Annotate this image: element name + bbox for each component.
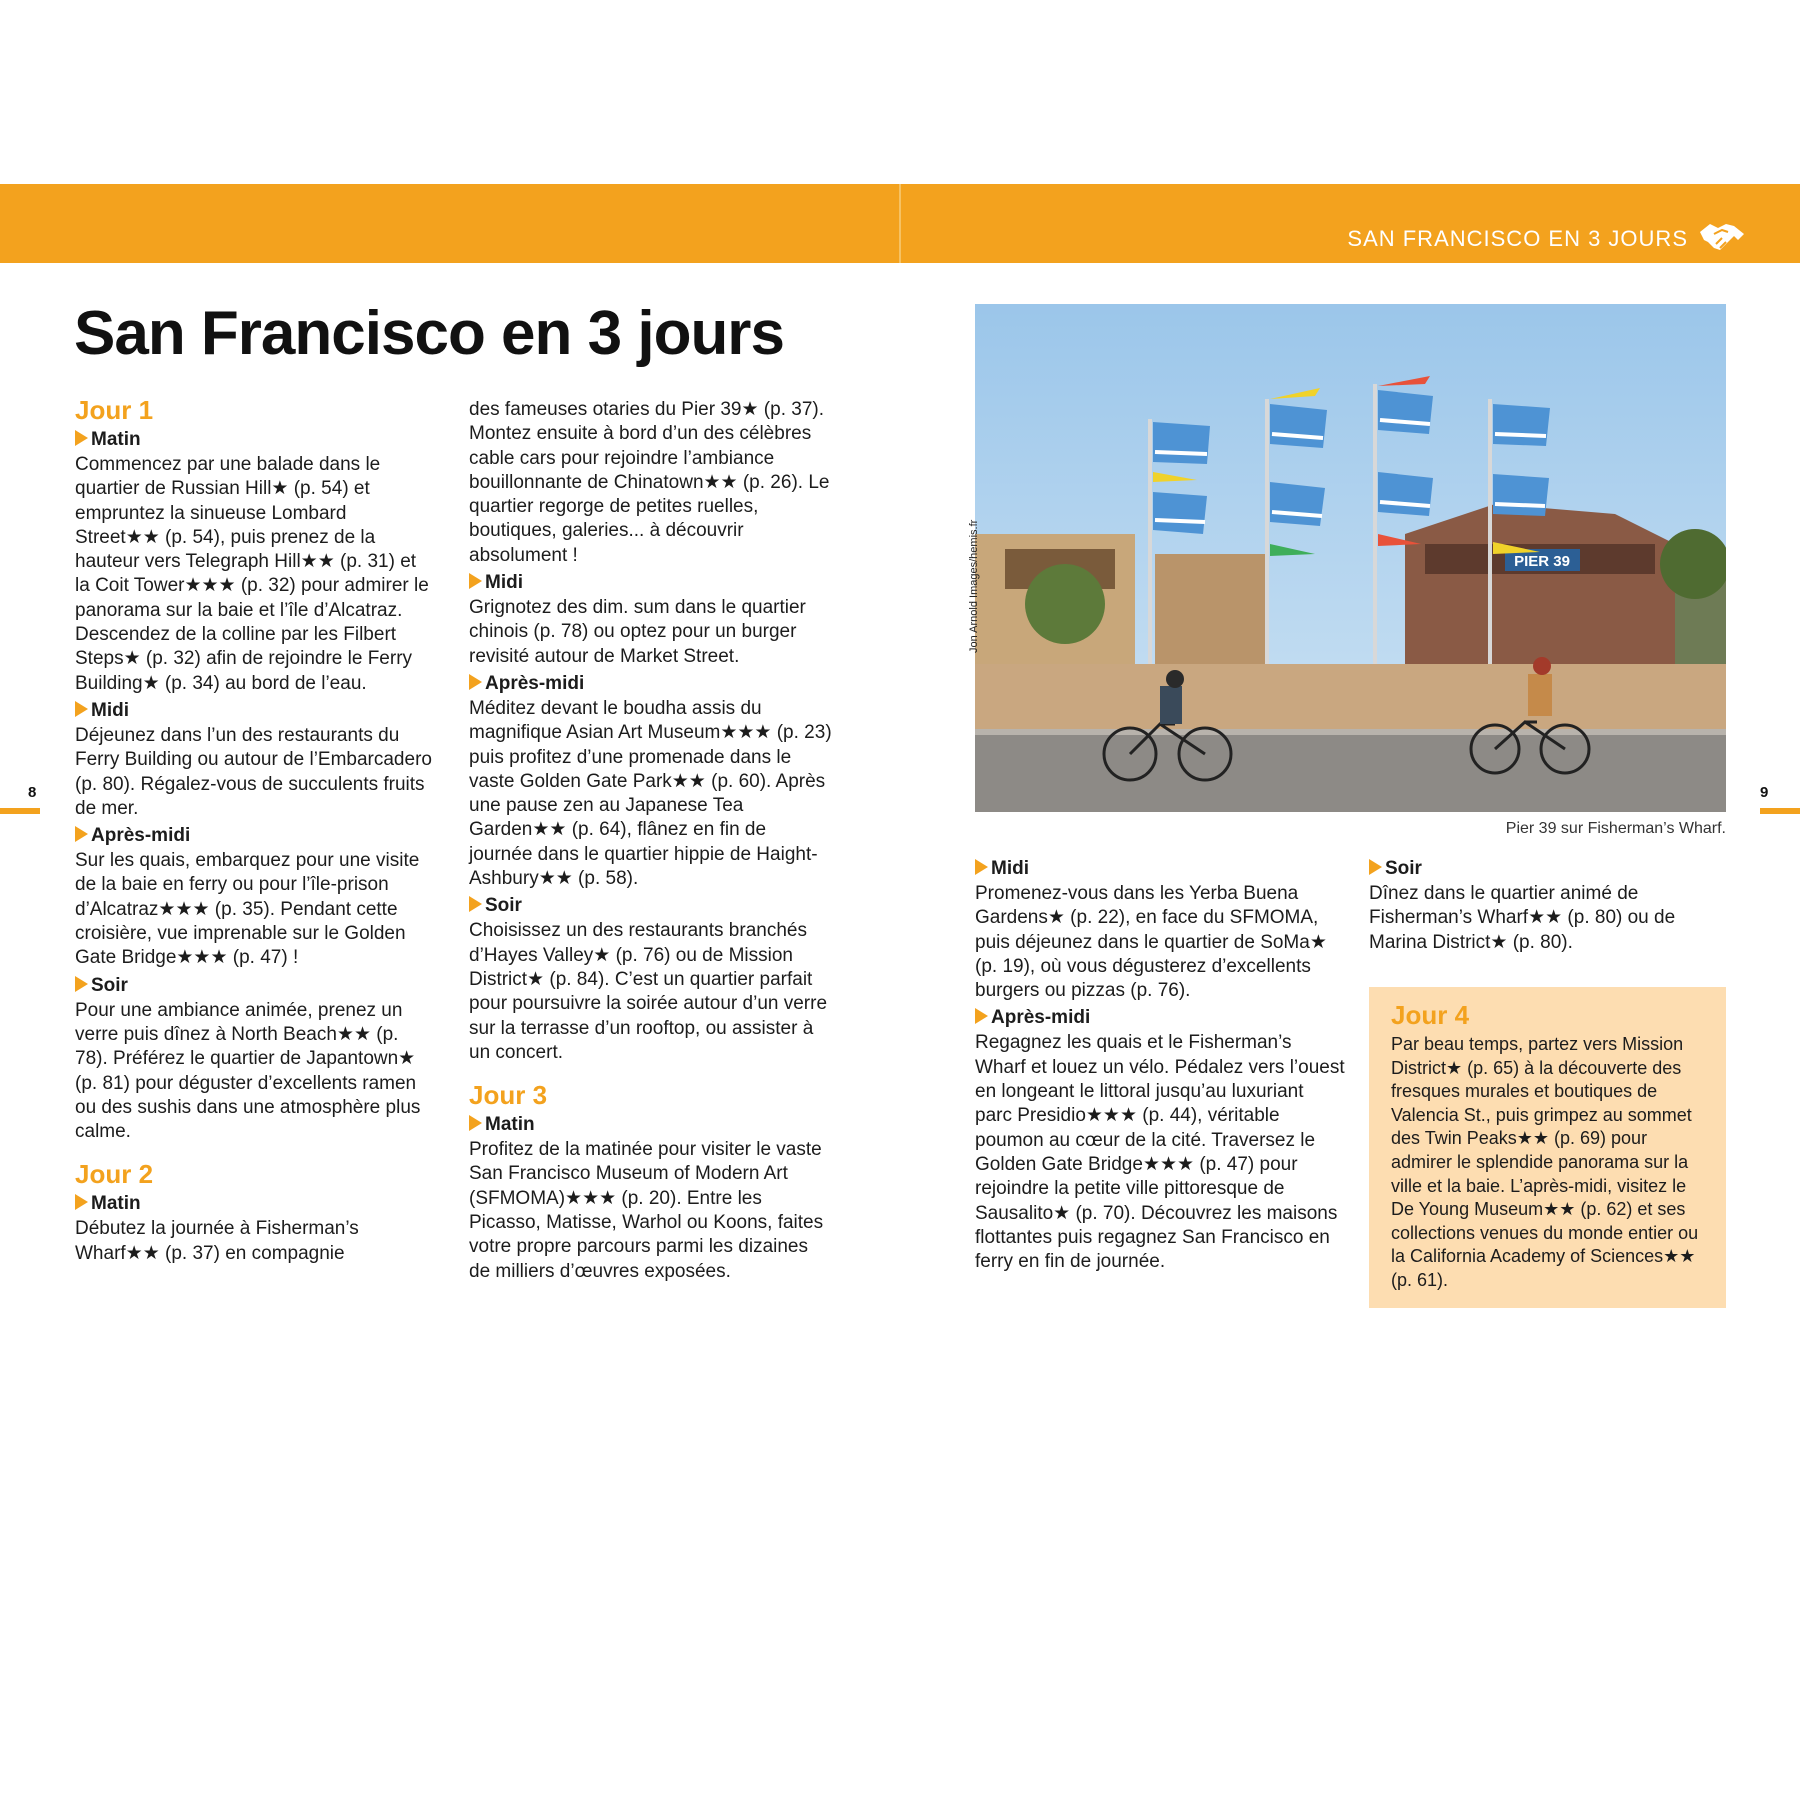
triangle-bullet-icon [469, 1115, 482, 1131]
column-2 [469, 398, 834, 1286]
running-head: SAN FRANCISCO EN 3 JOURS [1347, 226, 1688, 251]
day-3-heading: Jour 3 [469, 1080, 548, 1111]
section-heading-apres-midi: Après-midi [75, 823, 435, 849]
day-4-box [1369, 987, 1726, 1308]
day-3-matin-text: Profitez de la matinée pour visiter le vaste San Francisco Museum of Modern Art (SFMOMA)★★★ (p. 20). Entre les Picasso, Matisse, Warhol ou Koons, faites votre propre parcours parmi les dizaines de milliers d’œuvres exposées. [469, 1139, 824, 1282]
day-2-heading: Jour 2 [75, 1159, 154, 1190]
day-1-matin-text: Commencez par une balade dans le quartier de Russian Hill★ (p. 54) et empruntez la sinueuse Lombard Street★★ (p. 54), puis prenez de la hauteur vers Telegraph Hill★★ (p. 31) et la Coit Tower★★★ (p. 32) pour admirer le panorama sur la baie et l’île d’Alcatraz. Descendez de la colline par les Filbert Steps★ (p. 32) afin de rejoindre le Ferry Building★ (p. 34) au bord de l’eau. [75, 454, 429, 694]
page-number-left: 8 [28, 784, 37, 801]
day-1-heading: Jour 1 [75, 395, 154, 425]
day-2-soir-text: Choisissez un des restaurants branchés d’Hayes Valley★ (p. 76) ou de Mission District★ (p. 84). C’est un quartier parfait pour poursuivre la soirée autour d’un verre sur la terrasse d’un rooftop, ou assister à un concert. [469, 920, 828, 1063]
day-3-midi-text: Promenez-vous dans les Yerba Buena Gardens★ (p. 22), en face du SFMOMA, puis déjeunez dans le quartier de SoMa★ (p. 19), où vous dégusterez d’excellents burgers ou pizzas (p. 76). [975, 883, 1327, 1002]
photo-caption: Pier 39 sur Fisherman’s Wharf. [1505, 820, 1726, 837]
handshake-icon [1698, 218, 1746, 258]
triangle-bullet-icon [469, 573, 482, 589]
triangle-bullet-icon [75, 701, 88, 717]
section-heading-midi: Midi [469, 570, 834, 596]
triangle-bullet-icon [75, 1194, 88, 1210]
day-4-text: Par beau temps, partez vers Mission District★ (p. 65) à la découverte des fresques murales et boutiques de Valencia St., puis grimpez au sommet des Twin Peaks★★ (p. 69) pour admirer le splendide panorama sur la ville et la baie. L’après-midi, visitez le De Young Museum★★ (p. 62) et ses collections venues du monde entier ou la California Academy of Sciences★★ (p. 61). [1391, 1034, 1699, 1290]
day-2-apres-midi-text: Méditez devant le boudha assis du magnifique Asian Art Museum★★★ (p. 23) puis profitez d’une promenade dans le vaste Golden Gate Park★★ (p. 60). Après une pause zen au Japanese Tea Garden★★ (p. 64), flânez en fin de journée dans le quartier hippie de Haight-Ashbury★★ (p. 58). [469, 697, 832, 890]
section-heading-apres-midi: Après-midi [975, 1005, 1345, 1031]
page-marker-right [1760, 808, 1800, 814]
column-4 [1369, 855, 1729, 957]
triangle-bullet-icon [75, 826, 88, 842]
triangle-bullet-icon [75, 976, 88, 992]
triangle-bullet-icon [75, 430, 88, 446]
section-heading-soir: Soir [75, 973, 435, 999]
svg-text:PIER 39: PIER 39 [1514, 553, 1570, 570]
pier-39-photo [975, 304, 1726, 812]
triangle-bullet-icon [975, 859, 988, 875]
section-heading-midi: Midi [75, 698, 435, 724]
section-heading-soir: Soir [469, 893, 834, 919]
day-1-apres-midi-text: Sur les quais, embarquez pour une visite de la baie en ferry ou pour l’île-prison d’Alcatraz★★★ (p. 35). Pendant cette croisière, vue imprenable sur le Golden Gate Bridge★★★ (p. 47) ! [75, 850, 420, 969]
triangle-bullet-icon [1369, 859, 1382, 875]
day-1-midi-text: Déjeunez dans l’un des restaurants du Ferry Building ou autour de l’Embarcadero (p. 80). Régalez-vous de succulents fruits de mer. [75, 724, 432, 819]
page-number-right: 9 [1760, 784, 1769, 801]
day-1-soir-text: Pour une ambiance animée, prenez un verre puis dînez à North Beach★★ (p. 78). Préférez le quartier de Japantown★ (p. 81) pour déguster d’excellents ramen ou des sushis dans une atmosphère plus calme. [75, 999, 421, 1143]
section-heading-apres-midi: Après-midi [469, 671, 834, 697]
page-title: San Francisco en 3 jours [74, 299, 784, 368]
page-marker-left [0, 808, 40, 814]
day-3-soir-text: Dînez dans le quartier animé de Fisherman’s Wharf★★ (p. 80) ou de Marina District★ (p. 80). [1369, 883, 1676, 953]
section-heading-soir: Soir [1369, 856, 1729, 882]
day-2-midi-text: Grignotez des dim. sum dans le quartier chinois (p. 78) ou optez pour un burger revisité autour de Market Street. [469, 597, 806, 667]
day-2-matin-text: Débutez la journée à Fisherman’s Wharf★★ (p. 37) en compagnie [75, 1218, 359, 1264]
triangle-bullet-icon [469, 896, 482, 912]
section-heading-midi: Midi [975, 856, 1345, 882]
section-heading-matin: Matin [469, 1112, 834, 1138]
page-gutter [899, 184, 901, 263]
day-3-apres-midi-text: Regagnez les quais et le Fisherman’s Wharf et louez un vélo. Pédalez vers l’ouest en longeant le littoral jusqu’au luxuriant parc Presidio★★★ (p. 44), véritable poumon au cœur de la cité. Traversez le Golden Gate Bridge★★★ (p. 47) pour rejoindre la petite ville pittoresque de Sausalito★ (p. 70). Découvrez les maisons flottantes puis regagnez San Francisco en ferry en fin de journée. [975, 1032, 1345, 1273]
triangle-bullet-icon [975, 1008, 988, 1024]
photo-credit: Jon Arnold Images/hemis.fr [968, 519, 980, 653]
section-heading-matin: Matin [75, 427, 435, 453]
column-1 [75, 394, 435, 1268]
section-heading-matin: Matin [75, 1191, 435, 1217]
day-4-heading: Jour 4 [1391, 1000, 1470, 1030]
column-3 [975, 855, 1345, 1276]
day-2-matin-text-continued: des fameuses otaries du Pier 39★ (p. 37). Montez ensuite à bord d’un des célèbres cable cars pour rejoindre l’ambiance bouillonnante de Chinatown★★ (p. 26). Le quartier regorge de petites ruelles, boutiques, galeries... à découvrir absolument ! [469, 399, 830, 566]
triangle-bullet-icon [469, 674, 482, 690]
